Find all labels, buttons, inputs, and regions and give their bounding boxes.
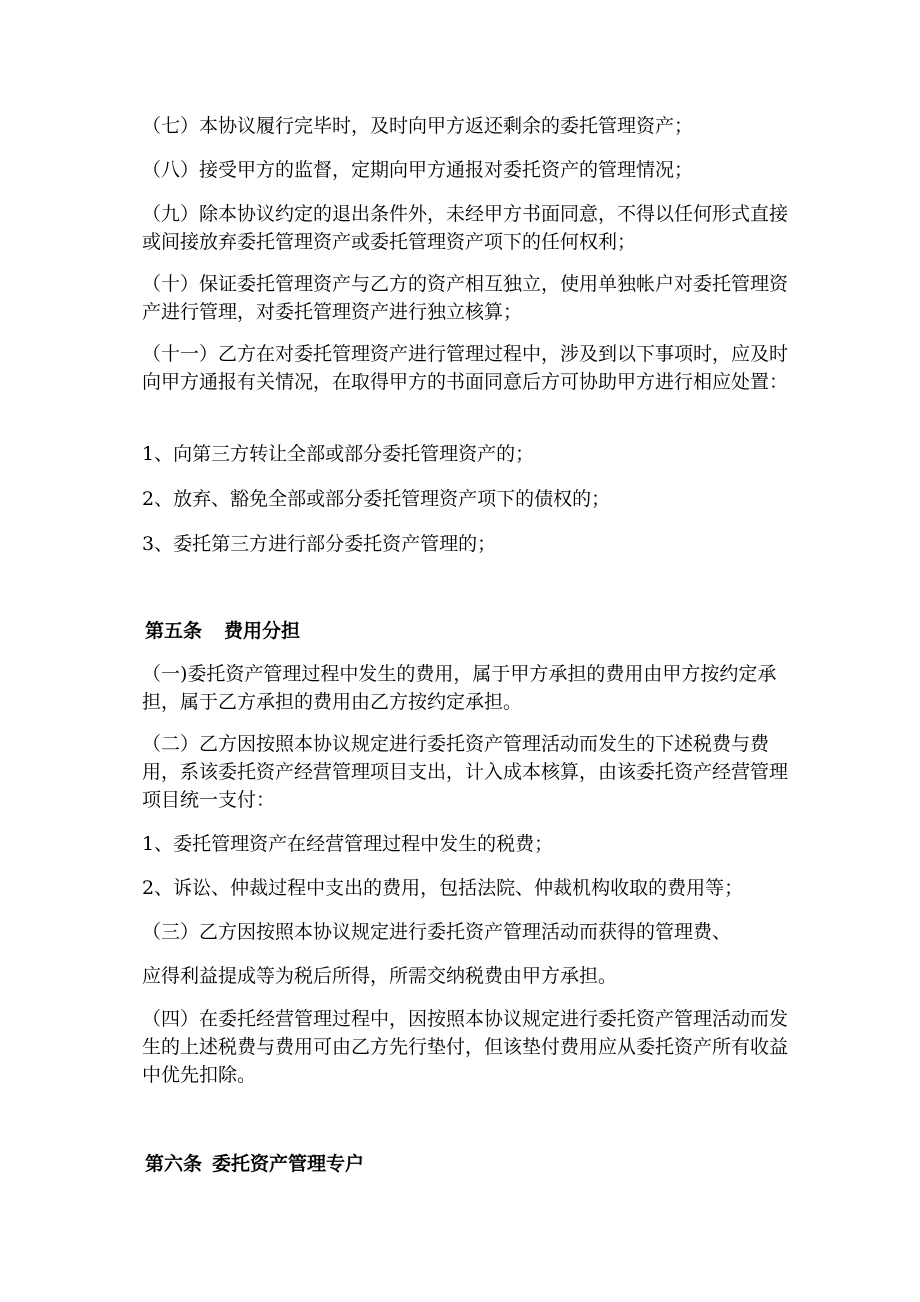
section-5-clause-4: （四）在委托经营管理过程中，因按照本协议规定进行委托资产管理活动而发生的上述税费与费用可由乙方先行垫付，但该垫付费用应从委托资产所有收益中优先扣除。 bbox=[142, 1008, 789, 1086]
section-5-clause-2-item-1: 1、委托管理资产在经营管理过程中发生的税费； bbox=[142, 833, 554, 855]
section-6-number: 第六条 bbox=[145, 1153, 203, 1175]
clause-11-item-1: 1、向第三方转让全部或部分委托管理资产的； bbox=[142, 443, 535, 465]
clause-8: （八）接受甲方的监督，定期向甲方通报对委托资产的管理情况； bbox=[142, 159, 694, 181]
section-5-clause-2-item-2: 2、诉讼、仲裁过程中支出的费用，包括法院、仲裁机构收取的费用等； bbox=[142, 877, 744, 899]
section-5-number: 第五条 bbox=[145, 620, 203, 642]
section-5-clause-2: （二）乙方因按照本协议规定进行委托资产管理活动而发生的下述税费与费用，系该委托资产经营管理项目支出，计入成本核算，由该委托资产经营管理项目统一支付： bbox=[142, 733, 789, 811]
clause-10: （十）保证委托管理资产与乙方的资产相互独立，使用单独帐户对委托管理资产进行管理，对委托管理资产进行独立核算； bbox=[142, 273, 789, 323]
section-6-title: 委托资产管理专户 bbox=[212, 1153, 365, 1175]
section-5-clause-3-line-1: （三）乙方因按照本协议规定进行委托资产管理活动而获得的管理费、 bbox=[142, 921, 732, 943]
clause-9: （九）除本协议约定的退出条件外，未经甲方书面同意，不得以任何形式直接或间接放弃委托管理资产或委托管理资产项下的任何权利； bbox=[142, 203, 789, 253]
clause-11-item-2: 2、放弃、豁免全部或部分委托管理资产项下的债权的； bbox=[142, 488, 611, 510]
section-5-clause-3-line-2: 应得利益提成等为税后所得，所需交纳税费由甲方承担。 bbox=[142, 965, 618, 987]
section-5-clause-1: （一)委托资产管理过程中发生的费用，属于甲方承担的费用由甲方按约定承担，属于乙方承担的费用由乙方按约定承担。 bbox=[142, 663, 777, 713]
section-5-heading bbox=[145, 617, 300, 645]
clause-11: （十一）乙方在对委托管理资产进行管理过程中，涉及到以下事项时，应及时向甲方通报有关情况，在取得甲方的书面同意后方可协助甲方进行相应处置： bbox=[142, 343, 789, 393]
clause-7: （七）本协议履行完毕时，及时向甲方返还剩余的委托管理资产； bbox=[142, 115, 694, 137]
clause-11-item-3: 3、委托第三方进行部分委托资产管理的； bbox=[142, 533, 497, 555]
section-6-heading bbox=[145, 1150, 364, 1178]
section-5-title: 费用分担 bbox=[224, 620, 301, 642]
